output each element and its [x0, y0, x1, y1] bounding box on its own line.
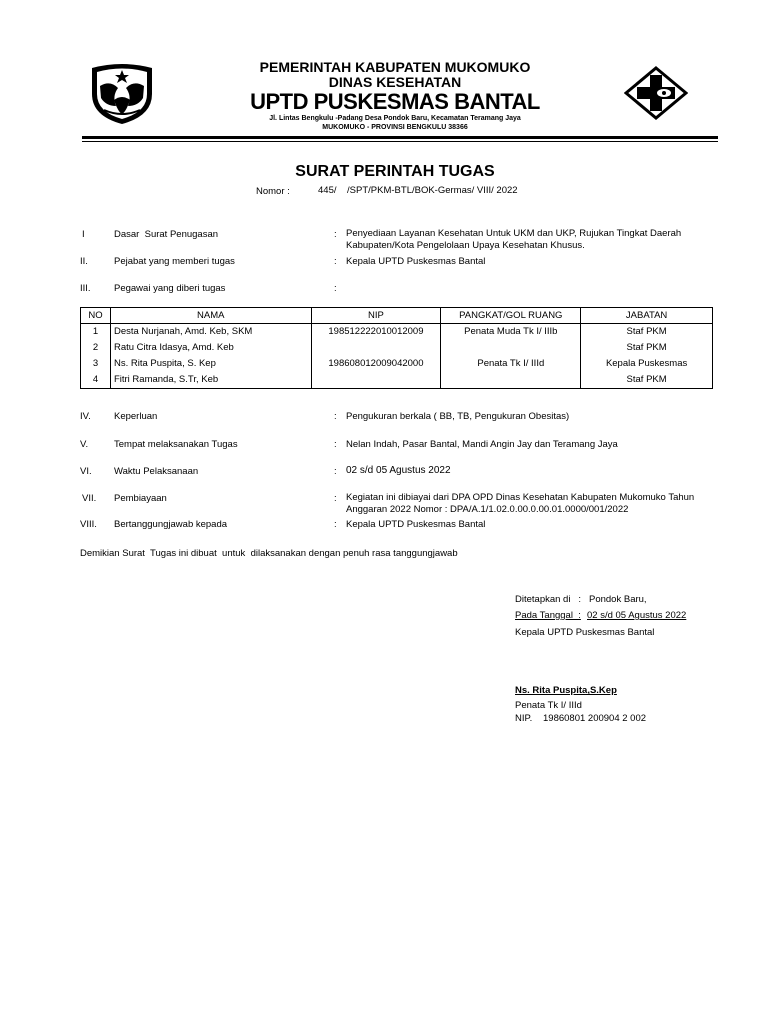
cell-nip: [311, 340, 441, 356]
gov-name-line: PEMERINTAH KABUPATEN MUKOMUKO: [259, 59, 531, 75]
col-header-no: NO: [81, 308, 111, 324]
pada-tanggal-value: 02 s/d 05 Agustus 2022: [587, 610, 687, 621]
address-line-1: Jl. Lintas Bengkulu -Padang Desa Pondok Baru, Kecamatan Teramang Jaya: [269, 115, 521, 122]
cell-nama: Ns. Rita Puspita, S. Kep: [110, 356, 311, 372]
section-label: Pejabat yang memberi tugas: [114, 256, 235, 267]
section-value: Penyediaan Layanan Kesehatan Untuk UKM dan UKP, Rujukan Tingkat Daerah Kabupaten/Kota Pengelolaan Upaya Kesehatan Khusus.: [346, 228, 682, 251]
signatory-name: Ns. Rita Puspita,S.Kep: [515, 685, 617, 696]
cell-no: 3: [81, 356, 111, 372]
puskesmas-logo: [624, 66, 688, 120]
section-value: Kegiatan ini dibiayai dari DPA OPD Dinas Kesehatan Kabupaten Mukomuko Tahun Anggaran 2022 Nomor : DPA/A.1/1.02.0.00.0.00.01.0000/001/2022: [346, 492, 695, 515]
table-row: [81, 324, 713, 341]
section-num: VI.: [80, 466, 92, 477]
letterhead-divider-thick: [82, 136, 718, 139]
address-line-2: MUKOMUKO - PROVINSI BENGKULU 38366: [322, 124, 468, 131]
section-value: Nelan Indah, Pasar Bantal, Mandi Angin Jay dan Teramang Jaya: [346, 439, 618, 450]
letterhead-divider-thin: [82, 141, 718, 142]
section-separator: :: [334, 411, 337, 422]
cell-pangkat: [441, 372, 581, 389]
section-separator: :: [334, 493, 337, 504]
table-row: [81, 356, 713, 372]
cell-nama: Ratu Citra Idasya, Amd. Keb: [110, 340, 311, 356]
cell-jabatan: Staf PKM: [581, 372, 713, 389]
section-label: Pegawai yang diberi tugas: [114, 283, 226, 294]
signatory-position: Kepala UPTD Puskesmas Bantal: [515, 627, 655, 638]
section-label: Tempat melaksanakan Tugas: [114, 439, 238, 450]
section-num: V.: [80, 439, 89, 450]
cell-nama: Fitri Ramanda, S.Tr, Keb: [110, 372, 311, 389]
section-value: 02 s/d 05 Agustus 2022: [346, 465, 451, 476]
section-num: VIII.: [80, 519, 97, 530]
section-separator: :: [334, 229, 337, 240]
section-label: Keperluan: [114, 411, 158, 422]
cell-no: 2: [81, 340, 111, 356]
section-label: Dasar Surat Penugasan: [114, 229, 219, 240]
nomor-value: 445/ /SPT/PKM-BTL/BOK-Germas/ VIII/ 2022: [318, 185, 518, 196]
cell-no: 1: [81, 324, 111, 341]
section-num: VII.: [82, 493, 97, 504]
signatory-nip-value: 19860801 200904 2 002: [543, 713, 647, 724]
table-row: [81, 372, 713, 389]
cell-jabatan: Staf PKM: [581, 340, 713, 356]
col-header-pangkat: PANGKAT/GOL RUANG: [441, 308, 581, 324]
ditetapkan-value: Pondok Baru,: [589, 594, 647, 605]
cell-nip: [311, 372, 441, 389]
cell-pangkat: [441, 340, 581, 356]
department-line: DINAS KESEHATAN: [328, 74, 462, 90]
section-num: III.: [80, 283, 91, 294]
col-header-nama: NAMA: [110, 308, 311, 324]
section-label: Waktu Pelaksanaan: [114, 466, 199, 477]
signatory-rank: Penata Tk I/ IIId: [515, 700, 582, 711]
section-value: Pengukuran berkala ( BB, TB, Pengukuran Obesitas): [346, 411, 570, 422]
section-label: Pembiayaan: [114, 493, 167, 504]
cell-jabatan: Kepala Puskesmas: [581, 356, 713, 372]
pada-tanggal-label: Pada Tanggal :: [515, 610, 581, 621]
staff-table: [80, 307, 713, 389]
cell-jabatan: Staf PKM: [581, 324, 713, 341]
cell-no: 4: [81, 372, 111, 389]
col-header-nip: NIP: [311, 308, 441, 324]
letter-title: SURAT PERINTAH TUGAS: [295, 163, 495, 180]
section-num: IV.: [80, 411, 91, 422]
cell-nip: 198512222010012009: [311, 324, 441, 341]
ditetapkan-label: Ditetapkan di :: [515, 594, 582, 605]
section-value: Kepala UPTD Puskesmas Bantal: [346, 519, 486, 530]
section-separator: :: [334, 283, 337, 294]
section-value: Kepala UPTD Puskesmas Bantal: [346, 256, 486, 267]
regency-emblem-logo: [86, 60, 158, 126]
section-num: I: [82, 229, 85, 240]
cell-nip: 198608012009042000: [311, 356, 441, 372]
table-row: [81, 340, 713, 356]
col-header-jabatan: JABATAN: [581, 308, 713, 324]
section-separator: :: [334, 439, 337, 450]
cell-pangkat: Penata Muda Tk I/ IIIb: [441, 324, 581, 341]
section-num: II.: [80, 256, 88, 267]
nomor-label: Nomor :: [256, 186, 290, 197]
closing-statement: Demikian Surat Tugas ini dibuat untuk dilaksanakan dengan penuh rasa tanggungjawab: [80, 548, 458, 559]
cell-pangkat: Penata Tk I/ IIId: [441, 356, 581, 372]
section-separator: :: [334, 256, 337, 267]
section-separator: :: [334, 519, 337, 530]
section-label: Bertanggungjawab kepada: [114, 519, 228, 530]
signatory-nip-label: NIP.: [515, 713, 533, 724]
section-separator: :: [334, 466, 337, 477]
table-header-row: [81, 308, 713, 324]
cell-nama: Desta Nurjanah, Amd. Keb, SKM: [110, 324, 311, 341]
institution-title: UPTD PUSKESMAS BANTAL: [250, 89, 540, 114]
